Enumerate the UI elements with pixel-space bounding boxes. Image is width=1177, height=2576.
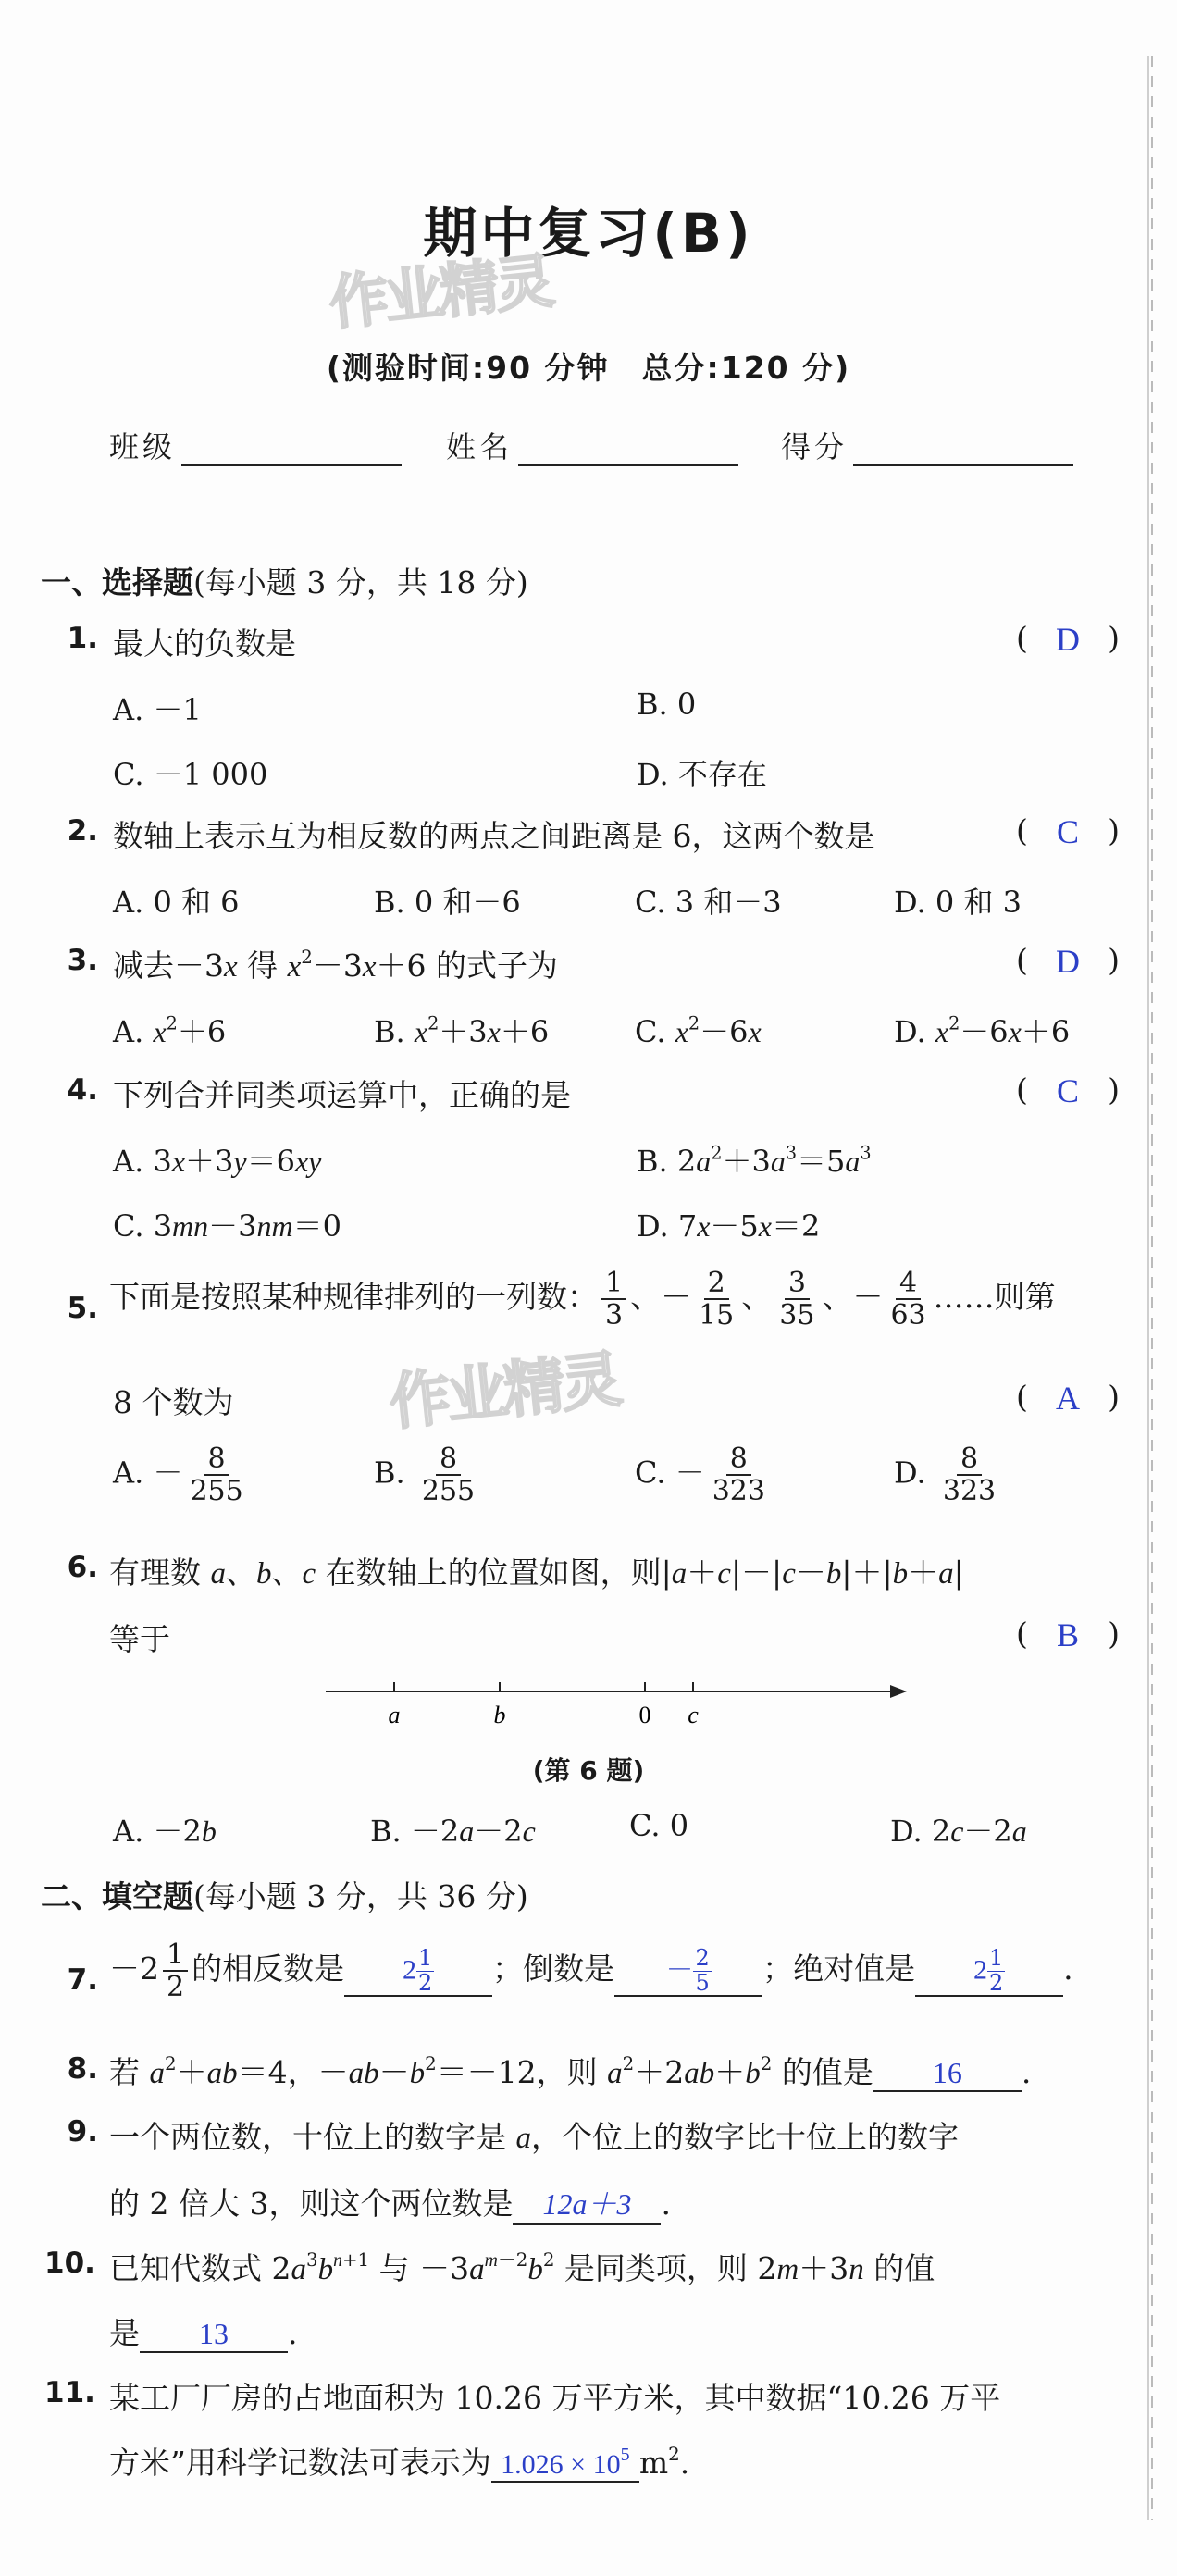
answer-blank[interactable]: － $\frac{2}{5}$ — [614, 1947, 762, 1997]
question-4-text: 下列合并同类项运算中，正确的是 — [113, 1077, 571, 1113]
question-11-text: 某工厂厂房的占地面积为 10.26 万平方米，其中数据“10.26 万平 — [109, 2380, 1001, 2416]
page-title: 期中复习(B) — [423, 202, 754, 265]
question-number: 8. — [67, 2052, 98, 2086]
answer-q1: D — [1056, 621, 1080, 658]
option-b: B. $x^2+3x+6$ — [374, 1012, 550, 1049]
option-d: D. 2c－2a — [890, 1814, 1027, 1849]
question-8-text: 若 $a^2+ab=4$，$-ab-b^2=-12$，则 $a^2+2ab+b^2$ 的值是 16 . — [109, 2053, 1032, 2090]
option-b: B. －2a－2c — [370, 1814, 536, 1849]
question-2-text: 数轴上表示互为相反数的两点之间距离是 6，这两个数是 — [113, 818, 875, 854]
option-b: B. $\frac{8}{255}$ — [374, 1443, 476, 1507]
option-d: D. 0 和 3 — [894, 885, 1022, 920]
option-d: D. $\frac{8}{323}$ — [894, 1443, 997, 1507]
answer-blank[interactable]: 12a＋3 — [513, 2181, 661, 2225]
question-number: 6. — [67, 1551, 98, 1584]
option-a: A. 3x＋3y＝6xy — [113, 1144, 322, 1179]
question-10-text: 已知代数式 $2a^3b^{n+1}$ 与 $-3a^{m-2}b^2$ 是同类项，则 2m＋3n 的值 — [109, 2249, 935, 2286]
option-a: A. 0 和 6 — [113, 885, 240, 920]
class-field[interactable] — [109, 424, 402, 466]
answer-paren: ( D ) — [1016, 620, 1120, 658]
option-d: D. $x^2-6x+6$ — [894, 1012, 1071, 1049]
option-c: C. $x^2-6x$ — [635, 1012, 762, 1049]
answer-blank[interactable]: 16 — [873, 2054, 1022, 2092]
question-5-text: 下面是按照某种规律排列的一列数： $\frac{1}{3}$ 、－ $\frac{2}{15}$ 、 $\frac{3}{35}$ 、－ $\frac{4}{63}$ ……则第 — [109, 1267, 1056, 1331]
option-c: C. 3 和－3 — [635, 885, 782, 920]
seq-fraction: $\frac{2}{15}$ — [699, 1267, 735, 1331]
question-number: 1. — [67, 622, 98, 655]
answer-paren: ( C ) — [1016, 812, 1120, 850]
question-1-text: 最大的负数是 — [113, 625, 296, 662]
option-c: C. 3mn－3nm＝0 — [113, 1208, 342, 1244]
watermark-logo: 作业精灵 — [386, 1344, 622, 1439]
option-c: C. 0 — [629, 1808, 689, 1843]
answer-paren: ( B ) — [1016, 1616, 1120, 1653]
question-5-text-cont: 8 个数为 — [113, 1384, 234, 1420]
section-heading-fill: 二、填空题(每小题 3 分，共 36 分) — [41, 1878, 528, 1914]
question-number: 5. — [67, 1292, 98, 1325]
answer-q4: C — [1056, 1072, 1079, 1109]
option-b: B. 0 — [637, 687, 697, 722]
question-number: 7. — [67, 1963, 98, 1997]
watermark-logo: 作业精灵 — [326, 247, 554, 340]
option-a: A. －2b — [113, 1814, 217, 1849]
score-label: 得分 — [781, 429, 849, 464]
answer-blank[interactable]: 2 $\frac{1}{2}$ — [344, 1947, 492, 1996]
name-field[interactable] — [446, 424, 738, 466]
answer-q6: B — [1056, 1616, 1079, 1653]
test-info: (测验时间:90 分钟 总分:120 分) — [326, 350, 851, 386]
question-9-text-cont: 的 2 倍大 3，则这个两位数是 12a＋3 . — [109, 2180, 671, 2225]
class-label: 班级 — [109, 429, 177, 464]
figure-caption: (第 6 题) — [532, 1755, 645, 1786]
option-d: D. 7x－5x＝2 — [637, 1208, 821, 1244]
seq-fraction: $\frac{3}{35}$ — [779, 1267, 815, 1331]
answer-paren: ( C ) — [1016, 1071, 1120, 1109]
option-b: B. $2a^2+3a^3=5a^3$ — [637, 1142, 872, 1179]
answer-paren: ( A ) — [1016, 1379, 1120, 1417]
answer-blank[interactable]: $1.026 \times 10^5$ — [491, 2445, 639, 2483]
seq-fraction: $\frac{4}{63}$ — [890, 1267, 926, 1331]
question-number: 10. — [44, 2247, 95, 2280]
question-number: 4. — [67, 1073, 98, 1107]
question-3-text: 减去－3x 得 $x^2-3x+6$ 的式子为 — [113, 947, 559, 984]
answer-q3: D — [1056, 943, 1080, 980]
label-a: a — [388, 1702, 401, 1728]
question-9-text: 一个两位数，十位上的数字是 a，个位上的数字比十位上的数字 — [109, 2119, 959, 2155]
label-b: b — [493, 1702, 506, 1728]
answer-q5: A — [1056, 1380, 1080, 1417]
option-a: A. $x^2+6$ — [113, 1012, 227, 1049]
option-a: A. －1 — [113, 692, 202, 727]
binding-edge — [1147, 56, 1164, 2520]
question-10-text-cont: 是 13 . — [109, 2315, 298, 2351]
answer-q2: C — [1056, 813, 1079, 850]
question-6-text-cont: 等于 — [109, 1621, 170, 1657]
score-field[interactable] — [781, 424, 1073, 466]
question-number: 11. — [44, 2376, 95, 2409]
answer-blank[interactable]: 2 $\frac{1}{2}$ — [915, 1947, 1063, 1996]
section-heading-choice: 一、选择题(每小题 3 分，共 18 分) — [41, 564, 528, 601]
question-number: 2. — [67, 814, 98, 848]
question-7-text: －2 $\frac{1}{2}$ 的相反数是 2 $\frac{1}{2}$ ；倒数是 － $\frac{2}{5}$ ；绝对值是 2 $\frac{1}{2}$ . — [109, 1938, 1073, 2003]
name-label: 姓名 — [446, 429, 514, 464]
option-c: C. －1 000 — [113, 757, 268, 792]
option-a: A. － $\frac{8}{255}$ — [113, 1443, 243, 1507]
axis-arrow-icon — [890, 1685, 907, 1698]
question-6-text: 有理数 a、b、c 在数轴上的位置如图，则|a＋c|－|c－b|＋|b＋a| — [109, 1554, 964, 1591]
number-line-figure — [315, 1666, 916, 1740]
answer-paren: ( D ) — [1016, 942, 1120, 980]
label-zero: 0 — [638, 1702, 651, 1728]
question-11-text-cont: 方米”用科学记数法可表示为 $1.026 \times 10^5$ $m^2$. — [109, 2444, 690, 2481]
question-number: 3. — [67, 944, 98, 977]
answer-blank[interactable]: 13 — [140, 2315, 288, 2353]
option-c: C. － $\frac{8}{323}$ — [635, 1443, 765, 1507]
label-c: c — [688, 1702, 699, 1728]
option-b: B. 0 和－6 — [374, 885, 521, 920]
question-number: 9. — [67, 2115, 98, 2149]
option-d: D. 不存在 — [637, 757, 767, 792]
seq-fraction: $\frac{1}{3}$ — [601, 1268, 626, 1331]
